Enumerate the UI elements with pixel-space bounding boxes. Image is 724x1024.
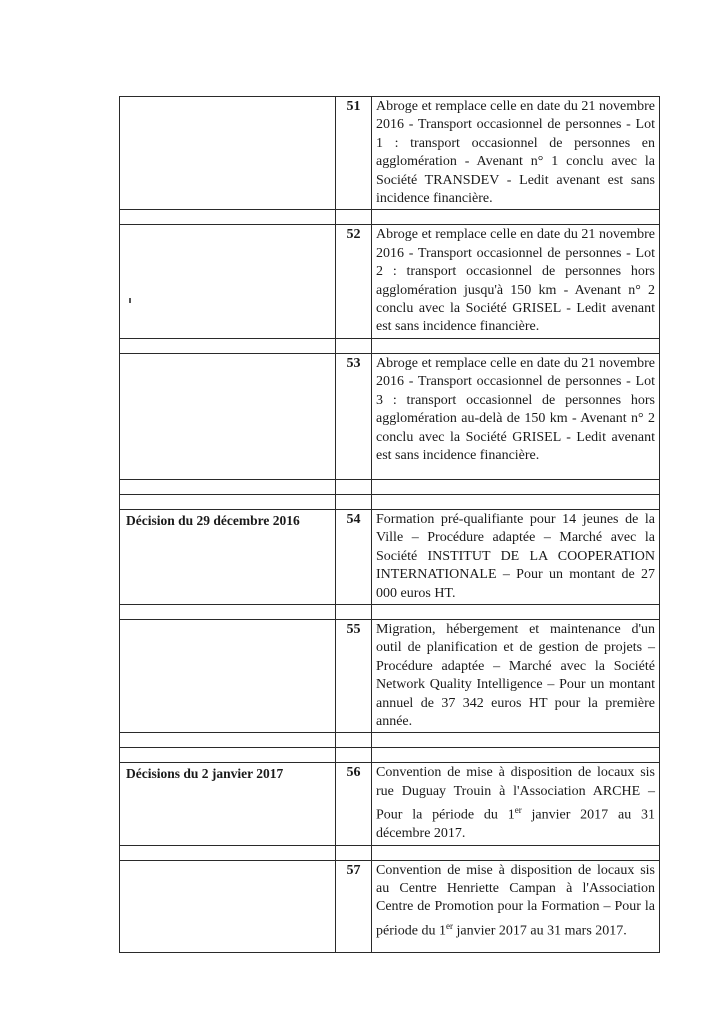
decision-date-cell [120,97,336,210]
decision-number: 57 [336,860,372,952]
decision-description: Formation pré-qualifiante pour 14 jeunes de la Ville – Procédure adaptée – Marché avec la Société INSTITUT DE LA COOPERATION INTERNATIONALE – Pour un montant de 27 000 euros HT. [372,509,660,604]
decision-date-cell [120,619,336,732]
table-row [120,860,660,952]
spacer-row [120,479,660,494]
table-row [120,97,660,210]
decision-number: 54 [336,509,372,604]
decision-date-cell [120,225,336,338]
decision-date-cell [120,860,336,952]
decision-description: Abroge et remplace celle en date du 21 novembre 2016 - Transport occasionnel de personnes - Lot 2 : transport occasionnel de personnes hors agglomération jusqu'à 150 km - Avenant n° 2 conclu avec la Société GRISEL - Ledit avenant est sans incidence financière. [372,225,660,338]
table-row [120,225,660,338]
decision-description: Convention de mise à disposition de locaux sis au Centre Henriette Campan à l'Association Centre de Promotion pour la Formation – Pour la période du 1er janvier 2017 au 31 mars 2017. [372,860,660,952]
table-row [120,619,660,732]
spacer-row [120,748,660,763]
table-row [120,763,660,845]
decision-description: Abroge et remplace celle en date du 21 novembre 2016 - Transport occasionnel de personnes - Lot 1 : transport occasionnel de personnes en agglomération - Avenant n° 1 conclu avec la Société TRANSDEV - Ledit avenant est sans incidence financière. [372,97,660,210]
decision-date-cell [120,353,336,479]
decision-date-cell: Décisions du 2 janvier 2017 [120,763,336,845]
decision-number: 51 [336,97,372,210]
decision-number: 56 [336,763,372,845]
decision-description: Convention de mise à disposition de locaux sis rue Duguay Trouin à l'Association ARCHE – Pour la période du 1er janvier 2017 au 31 décembre 2017. [372,763,660,845]
decision-number: 55 [336,619,372,732]
spacer-row [120,210,660,225]
table-row [120,353,660,479]
spacer-row [120,494,660,509]
spacer-row [120,733,660,748]
decisions-table [119,96,660,953]
spacer-row [120,604,660,619]
spacer-row [120,338,660,353]
decision-date-cell: Décision du 29 décembre 2016 [120,509,336,604]
decision-number: 53 [336,353,372,479]
decision-description: Migration, hébergement et maintenance d'un outil de planification et de gestion de projets – Procédure adaptée – Marché avec la Société Network Quality Intelligence – Pour un montant annuel de 37 342 euros HT pour la première année. [372,619,660,732]
table-row [120,509,660,604]
spacer-row [120,845,660,860]
decision-number: 52 [336,225,372,338]
decision-description: Abroge et remplace celle en date du 21 novembre 2016 - Transport occasionnel de personnes - Lot 3 : transport occasionnel de personnes hors agglomération au-delà de 150 km - Avenant n° 2 conclu avec la Société GRISEL - Ledit avenant est sans incidence financière. [372,353,660,479]
